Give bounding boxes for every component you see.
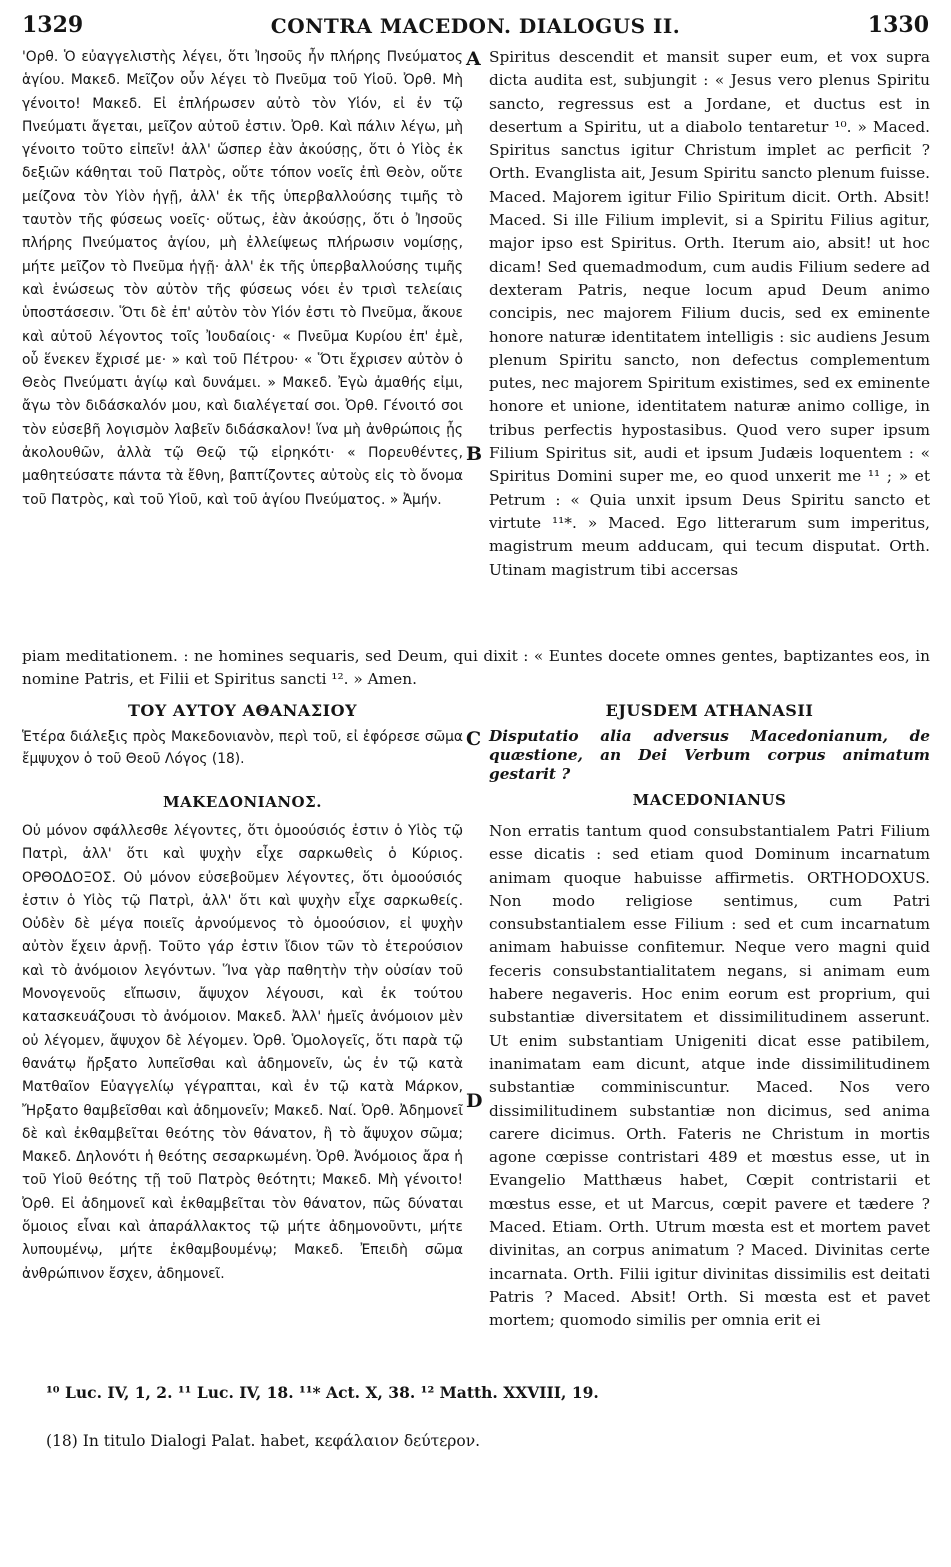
margin-marker-b: B bbox=[466, 443, 483, 465]
editorial-note: (18) In titulo Dialogi Palat. habet, κεφάλαιον δεύτερον. bbox=[46, 1432, 481, 1450]
greek-dialogue-title: Ἑτέρα διάλεξις πρὸς Μακεδονιανὸν, περὶ τοῦ, εἰ ἐφόρεσε σῶμα ἔμψυχον ὁ τοῦ Θεοῦ Λόγος (18). bbox=[22, 729, 463, 767]
running-title: CONTRA MACEDON. DIALOGUS II. bbox=[270, 14, 681, 38]
greek-text-top: 'Ορθ. Ὁ εὐαγγελιστὴς λέγει, ὅτι Ἰησοῦς ἦν πλήρης Πνεύματος ἁγίου. Μακεδ. Μεῖζον οὖν λέγει τὸ Πνεῦμα τοῦ Υἱοῦ. Ὀρθ. Μὴ γένοιτο! Μακεδ. Εἰ ἐπλήρωσεν αὐτὸ τὸν Υἱόν, εἰ ἐν τῷ Πνεύματι ἄγεται, μεῖζον αὐτοῦ ἐστιν. Ὀρθ. Καὶ πάλιν λέγω, μὴ γένοιτο τοῦτο εἰπεῖν! ἀλλ' ὥσπερ ἐὰν ἀκούσῃς, ὅτι ὁ Υἱὸς ἐκ δεξιῶν κάθηται τοῦ Πατρὸς, οὔτε τόπον νοεῖς ἐπὶ Θεὸν, οὔτε μείζονα τὸν Υἱὸν ἡγῇ, ἀλλ' ἐκ τῆς ὑπερβαλλούσης τιμῆς τὸ ταυτὸν τῆς φύσεως νοεῖς· οὕτως, ἐὰν ἀκούσῃς, ὅτι ὁ Ἰησοῦς πλήρης Πνεύματος ἁγίου, μὴ ἐλλείψεως πλήρωσιν νομίσῃς, μήτε μεῖζον τὸ Πνεῦμα ἡγῇ· ἀλλ' ἐκ τῆς ὑπερβαλλούσης τιμῆς καὶ ἑνώσεως τὸν αὐτὸν τῆς φύσεως νόει ἐν τρισὶ τελείαις ὑποστάσεσιν. Ὅτι δὲ ἐπ' αὐτὸν τὸν Υἱόν ἐστι τὸ Πνεῦμα, ἄκουε καὶ αὐτοῦ λέγοντος τοῖς Ἰουδαίοις· « Πνεῦμα Κυρίου ἐπ' ἐμὲ, οὗ ἕνεκεν ἔχρισέ με· » καὶ τοῦ Πέτρου· « Ὅτι ἔχρισεν αὐτὸν ὁ Θεὸς Πνεύματι ἁγίῳ καὶ δυνάμει. » Μακεδ. Ἐγὼ ἀμαθής εἰμι, ἄγω τὸν διδάσκαλόν μου, καὶ διαλέγεταί σοι. Ὀρθ. Γένοιτό σοι τὸν εὐσεβῆ λογισμὸν λαβεῖν διδάσκαλον! ἵνα μὴ ἀνθρώποις ᾖς ἀκολουθῶν, ἀλλὰ τῷ Θεῷ τῷ εἰρηκότι· « Πορευθέντες, μαθητεύσατε πάντα τὰ ἔθνη, βαπτίζοντες αὐτοὺς εἰς τὸ ὄνομα τοῦ Πατρὸς, καὶ τοῦ Υἱοῦ, καὶ τοῦ ἁγίου Πνεύματος. » Ἀμήν. bbox=[22, 49, 463, 508]
greek-section-heading: ΤΟΥ ΑΥΤΟΥ ΑΘΑΝΑΣΙΟΥ bbox=[128, 701, 357, 720]
margin-marker-c: C bbox=[466, 728, 482, 750]
latin-column-bottom bbox=[489, 820, 930, 1368]
margin-marker-a: A bbox=[466, 48, 481, 70]
latin-section-heading: EJUSDEM ATHANASII bbox=[605, 701, 814, 720]
page-header bbox=[0, 10, 951, 44]
margin-marker-d: D bbox=[466, 1090, 483, 1112]
greek-text-bottom: Οὐ μόνον σφάλλεσθε λέγοντες, ὅτι ὁμοούσιός ἐστιν ὁ Υἱὸς τῷ Πατρὶ, ἀλλ' ὅτι καὶ ψυχὴν εἶχε σαρκωθεὶς ὁ Κύριος. ΟΡΘΟΔΟΞΟΣ. Οὐ μόνον εὐσεβοῦμεν λέγοντες, ὅτι ὁμοούσιός ἐστιν ὁ Υἱὸς τῷ Πατρὶ, ἀλλ' ὅτι καὶ ψυχὴν εἶχε σαρκωθείς. Οὐδὲν δὲ μέγα ποιεῖς ἀρνούμενος τὸ ὁμοούσιον, εἰ ψυχὴν αὐτὸν ἔχειν ἀρνῇ. Τοῦτο γάρ ἐστιν ἴδιον τῶν τὸ ἑτερούσιον καὶ τὸ ἀνόμοιον λεγόντων. Ἵνα γὰρ παθητὴν τὴν οὐσίαν τοῦ Μονογενοῦς εἴπωσιν, ἄψυχον λέγουσι, καὶ ἐκ τούτου κατασκευάζουσι τὸ ἀνόμοιον. Μακεδ. Ἀλλ' ἡμεῖς ἀνόμοιον μὲν οὐ λέγομεν, ἄψυχον δὲ λέγομεν. Ὀρθ. Ὁμολογεῖς, ὅτι παρὰ τῷ θανάτῳ ἤρξατο λυπεῖσθαι καὶ ἀδημονεῖν, ὡς ἐν τῷ κατὰ Ματθαῖον Εὐαγγελίῳ γέγραπται, καὶ ἐν τῷ κατὰ Μάρκον, Ἤρξατο θαμβεῖσθαι καὶ ἀδημονεῖν; Μακεδ. Ναί. Ὀρθ. Ἀδημονεῖ δὲ καὶ ἐκθαμβεῖται θεότης τὸν θάνατον, ἢ τὸ ἄψυχον σῶμα; Μακεδ. Δηλονότι ἡ θεότης σεσαρκωμένη. Ὀρθ. Ἀνόμοιος ἄρα ἡ τοῦ Υἱοῦ θεότης τῇ τοῦ Πατρὸς θεότητι; Μακεδ. Μὴ γένοιτο! Ὀρθ. Εἰ ἀδημονεῖ καὶ ἐκθαμβεῖται τὸν θάνατον, πῶς δύναται ὅμοιος εἶναι καὶ ἀπαράλλακτος τῷ μήτε ἀδημονοῦντι, μήτε λυπουμένῳ, μήτε ἐκθαμβουμένῳ; Μακεδ. Ἐπειδὴ σῶμα ἀνθρώπινον ἔσχεν, ἀδημονεῖ. bbox=[22, 823, 463, 1282]
page-number-right: 1330 bbox=[867, 12, 929, 38]
latin-text-bottom: Non erratis tantum quod consubstantialem Patri Filium esse dicatis : sed etiam quod Dominum incarnatum animam quoque habuisse affirmetis. ORTHODOXUS. Non modo religiose sentimus, cum Patri consubstantialem esse Filium : sed et cum incarnatum animam habuisse confitemur. Neque vero magni quid feceris consubstantialitatem negans, si animam eum habere negaveris. Hoc enim eorum est proprium, qui substantiæ diversitatem et dissimilitudinem asserunt. Ut enim substantiam Unigeniti dicat esse patibilem, inanimatam eam dicunt, atque inde dissimilitudinem substantiæ comminiscuntur. Maced. Nos vero dissimilitudinem substantiæ non dicimus, sed anima carere dicimus. Orth. Fateris ne Christum in mortis agone cœpisse contristari 489 et mœstus esse, ut in Evangelio Matthæus habet, Cœpit contristarii et mœstus esse, et ut Marcus, cœpit pavere et tædere ? Maced. Etiam. Orth. Utrum mœsta est et mortem pavet divinitas, an corpus animatum ? Maced. Divinitas certe incarnata. Orth. Filii igitur divinitas dissimilis est deitati Patris ? Maced. Absit! Orth. Si mœsta est et pavet mortem; quomodo similis per omnia erit ei bbox=[489, 822, 930, 1330]
full-width-paragraph: piam meditationem. : ne homines sequaris, sed Deum, qui dixit : « Euntes docete omnes gentes, baptizantes eos, in nomine Patris, et Filii et Spiritus sancti ¹². » Amen. bbox=[22, 647, 930, 689]
latin-column-top bbox=[489, 46, 930, 644]
latin-text-top: Spiritus descendit et mansit super eum, et vox supra dicta audita est, subjungit : « Jesus vero plenus Spiritu sancto, regressus est a Jordane, et ductus est in desertum a Spiritu, ut a diabolo tentaretur ¹⁰. » Maced. Spiritus sanctus igitur Christum implet ac perficit ? Orth. Evanglista ait, Jesum Spiritu sancto plenum fuisse. Maced. Majorem igitur Filio Spiritum dicit. Orth. Absit! Maced. Si ille Filium implevit, si a Spiritu Filius agitur, major ipso est Spiritus. Orth. Iterum aio, absit! ut hoc dicam! Sed quemadmodum, cum audis Filium sedere ad dexteram Patris, neque locum apud Deum animo concipis, nec majorem Filium ducis, sed ex eminente honore naturæ identitatem intelligis : sic audiens Jesum plenum Spiritu sancto, non defectus complementum putes, nec majorem Spiritum existimes, sed ex eminente honore et unione, identitatem naturæ animo collige, in tribus perfectis hypostasibus. Quod vero super ipsum Filium Spiritus sit, audi et ipsum Judæis loquentem : « Spiritus Domini super me, eo quod unxerit me ¹¹ ; » et Petrum : « Quia unxit ipsum Deus Spiritu sancto et virtute ¹¹*. » Maced. Ego litterarum sum imperitus, magistrum meum adducam, qui tecum disputat. Orth. Utinam magistrum tibi accersas bbox=[489, 48, 930, 579]
page-number-left: 1329 bbox=[22, 12, 84, 38]
greek-column-top bbox=[22, 46, 463, 644]
greek-speaker-heading: ΜΑΚΕΔΟΝΙΑΝΟΣ. bbox=[163, 793, 322, 811]
latin-speaker-heading: MACEDONIANUS bbox=[632, 791, 787, 809]
greek-column-bottom bbox=[22, 820, 463, 1368]
latin-dialogue-title: Disputatio alia adversus Macedonianum, de quæstione, an Dei Verbum corpus animatum gestarit ? bbox=[489, 727, 930, 783]
footnotes: ¹⁰ Luc. IV, 1, 2. ¹¹ Luc. IV, 18. ¹¹* Act. X, 38. ¹² Matth. XXVIII, 19. bbox=[46, 1383, 599, 1402]
